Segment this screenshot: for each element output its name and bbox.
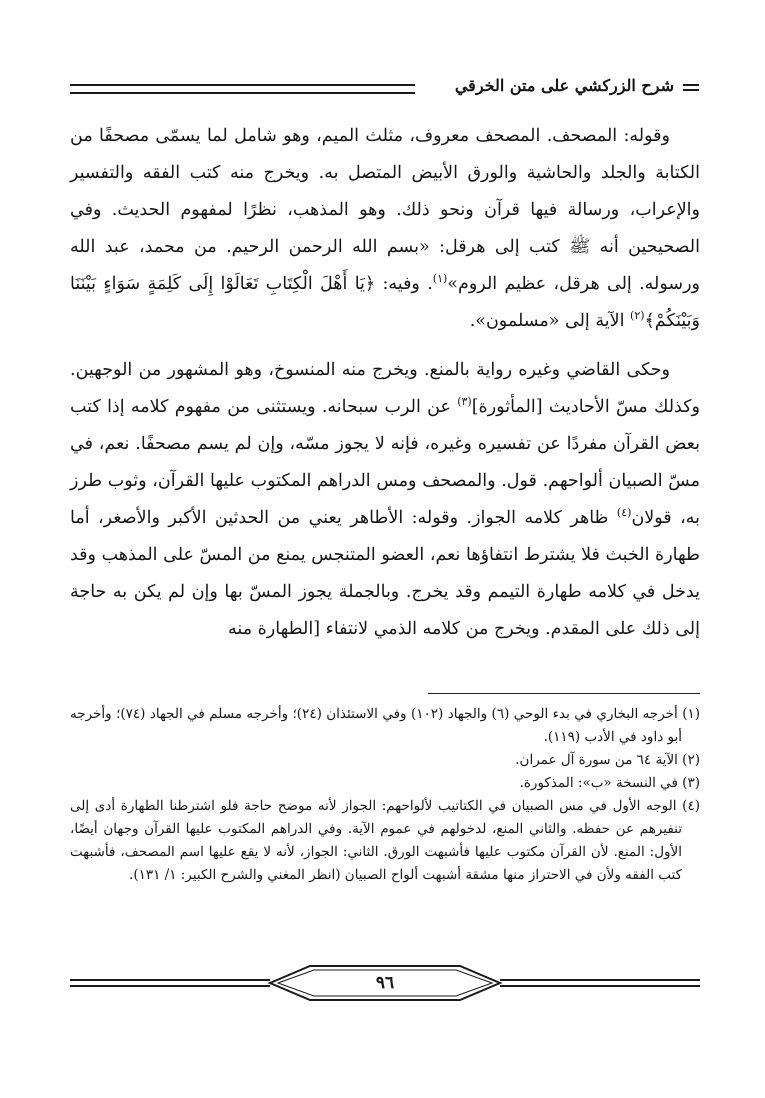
header-dash-icon (682, 78, 700, 96)
footnote-ref-4: (٤) (616, 506, 632, 520)
footnote-ref-3: (٣) (457, 395, 472, 409)
paragraph-2: وحكى القاضي وغيره رواية بالمنع. ويخرج منه المنسوخ، وهو المشهور من الوجهين. وكذلك مسّ الأحاديث [المأثورة]$^{(٣)}$ عن الرب سبحانه. ويستثنى من مفهوم كلامه إذا كتب بعض القرآن مفردًا عن تفسيره وغيره، فإنه لا يجوز مسّه، وإن لم يسم مصحفًا. نعم، في مسّ الصبيان ألواحهم. قول. والمصحف ومس الدراهم المكتوب عليها القرآن، وثوب طرز به، قولان$^{(٤)}$ ظاهر كلامه الجواز. وقوله: الأطاهر يعني من الحدثين الأكبر والأصغر، أما طهارة الخبث فلا يشترط انتفاؤها نعم، العضو المتنجس يمنع من المسّ على المذهب وقد يدخل في كلامه طهارة التيمم وقد يخرج. وبالجملة يجوز المسّ بها وإن لم يكن به حاجة إلى ذلك على المقدم. ويخرج من كلامه الذمي لانتفاء [الطهارة منه (70, 360, 701, 639)
header-double-rule (70, 84, 415, 94)
footnote-4: (٤) الوجه الأول في مس الصبيان في الكتاتيب لألواحهم: الجواز لأنه موضح حاجة فلو اشترطنا الطهارة أدى إلى تنفيرهم عن حفظه. والثاني المنع، لدخولهم في عموم الآية. وفي الدراهم المكتوب عليها القرآن وجهان أيضًا، الأول: المنع. لأن القرآن مكتوب عليها فأشبهت الورق. الثاني: الجواز، لأنه لا يقع عليها اسم المصحف، فأشبهت كتب الفقه ولأن في الاحتراز منها مشقة أشبهت ألواح الصبيان (انظر المغني والشرح الكبير: ١/ ١٣١). (70, 798, 700, 883)
main-text (70, 118, 700, 660)
paragraph-1: وقوله: المصحف. المصحف معروف، مثلث الميم، وهو شامل لما يسمّى مصحفًا من الكتابة والجلد والحاشية والورق الأبيض المتصل به. ويخرج منه كتب الفقه والتفسير والإعراب، ورسالة فيها قرآن ونحو ذلك. وهو المذهب، نظرًا لمفهوم الحديث. وفي الصحيحين أنه ﷺ كتب إلى هرقل: «بسم الله الرحمن الرحيم. من محمد، عبد الله ورسوله. إلى هرقل، عظيم الروم»$^{(١)}$. وفيه: ﴿يَا أَهْلَ الْكِتَابِ تَعَالَوْا إِلَى كَلِمَةٍ سَوَاءٍ بَيْنَنَا وَبَيْنَكُمْ﴾$^{(٢)}$ الآية إلى «مسلمون». (70, 126, 700, 331)
page-footer (70, 958, 700, 1010)
footnote-separator (428, 693, 700, 694)
running-header (70, 72, 700, 102)
footnote-3: (٣) في النسخة «ب»: المذكورة. (519, 775, 700, 791)
footnote-ref-2: (٢) (630, 309, 645, 323)
footnote-2: (٢) الآية ٦٤ من سورة آل عمران. (515, 752, 700, 768)
page-number: ٩٦ (375, 973, 395, 993)
footnote-ref-1: (١) (432, 272, 448, 286)
header-title: شرح الزركشي على متن الخرقي (454, 76, 674, 95)
footnote-1: (١) أخرجه البخاري في بدء الوحي (٦) والجهاد (١٠٢) وفي الاستئذان (٢٤)؛ وأخرجه مسلم في الجهاد (٧٤)؛ وأخرجه أبو داود في الأدب (١١٩). (70, 706, 701, 745)
footnotes (70, 703, 700, 887)
